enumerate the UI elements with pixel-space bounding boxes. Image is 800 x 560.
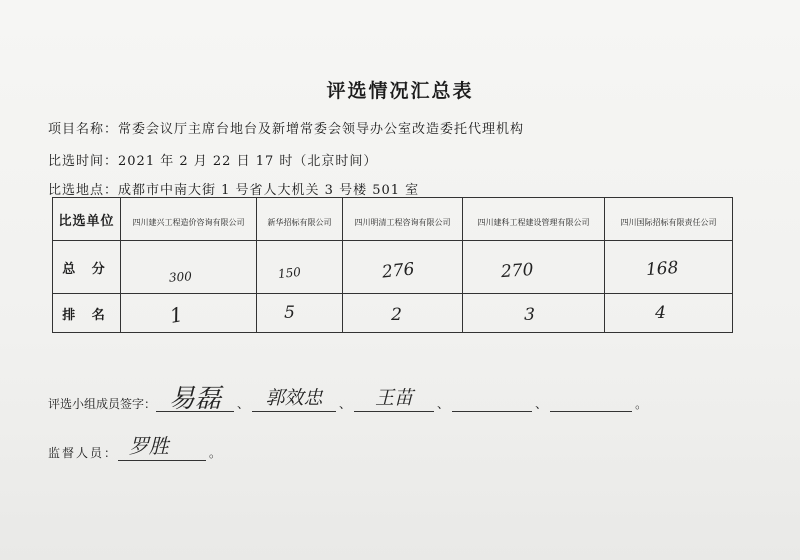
rank-cell [605,294,733,333]
committee-signature-label: 评选小组成员签字： [48,397,157,411]
score-cell [121,241,257,294]
member-signature: 易磊 [169,384,222,414]
unit-header-cell [53,198,121,241]
rank-value: 3 [524,305,535,325]
score-cell [343,241,463,294]
separator: 、 [339,397,352,411]
rank-cell [343,294,463,333]
project-name-value: 常委会议厅主席台地台及新增常委会领导办公室改造委托代理机构 [118,122,525,137]
rank-value: 4 [655,303,666,323]
supervisor-signature: 罗胜 [128,434,169,458]
score-cell [463,241,605,294]
company-cell [121,198,257,241]
company-cell [343,198,463,241]
member-signature: 王苗 [375,387,414,409]
rank-cell [121,294,257,333]
rank-cell [463,294,605,333]
end-mark: 。 [209,446,222,460]
signature-field [156,384,234,414]
table-row [53,198,733,241]
score-value: 276 [381,259,416,283]
rank-value: 5 [284,303,295,323]
selection-time-value: 2021 年 2 月 22 日 17 时（北京时间） [118,154,378,169]
signature-field [550,397,632,412]
score-value: 270 [500,259,535,283]
selection-place-value: 成都市中南大街 1 号省人大机关 3 号楼 501 室 [118,183,420,198]
score-value: 300 [168,268,193,285]
rank-header-label: 排 名 [62,307,111,323]
company-name: 四川明清工程咨询有限公司 [354,217,451,227]
selection-place-label: 比选地点： [48,183,119,198]
signature-field [354,387,434,412]
separator: 、 [237,397,250,411]
selection-place-line [48,179,419,198]
company-cell [463,198,605,241]
table-row [53,294,733,333]
signature-field [452,397,532,412]
company-cell [257,198,343,241]
committee-signature-line [48,384,650,414]
rank-value: 1 [168,302,185,328]
separator: 、 [535,397,548,411]
score-cell [257,241,343,294]
signature-field [252,387,336,412]
selection-time-line [48,150,377,169]
score-header-label: 总 分 [62,261,111,277]
company-name: 四川国际招标有限责任公司 [620,217,717,227]
supervisor-signature-line [48,434,224,461]
selection-time-label: 比选时间： [48,154,119,169]
company-name: 新华招标有限公司 [267,217,332,227]
end-mark: 。 [635,397,648,411]
unit-header-label: 比选单位 [58,213,115,229]
score-summary-table [52,197,733,333]
score-header-cell [53,241,121,294]
project-name-line [48,118,524,137]
table-row [53,241,733,294]
company-name: 四川建科工程建设管理有限公司 [477,217,590,227]
member-signature: 郭效忠 [265,387,323,409]
score-cell [605,241,733,294]
separator: 、 [437,397,450,411]
signature-field [118,434,206,461]
company-name: 四川建兴工程造价咨询有限公司 [132,217,245,227]
rank-cell [257,294,343,333]
score-value: 168 [645,257,680,281]
score-value: 150 [277,264,302,281]
project-name-label: 项目名称： [48,122,119,137]
document-title: 评选情况汇总表 [326,80,474,102]
company-cell [605,198,733,241]
supervisor-label: 监督人员： [48,446,119,460]
rank-value: 2 [391,305,402,325]
rank-header-cell [53,294,121,333]
